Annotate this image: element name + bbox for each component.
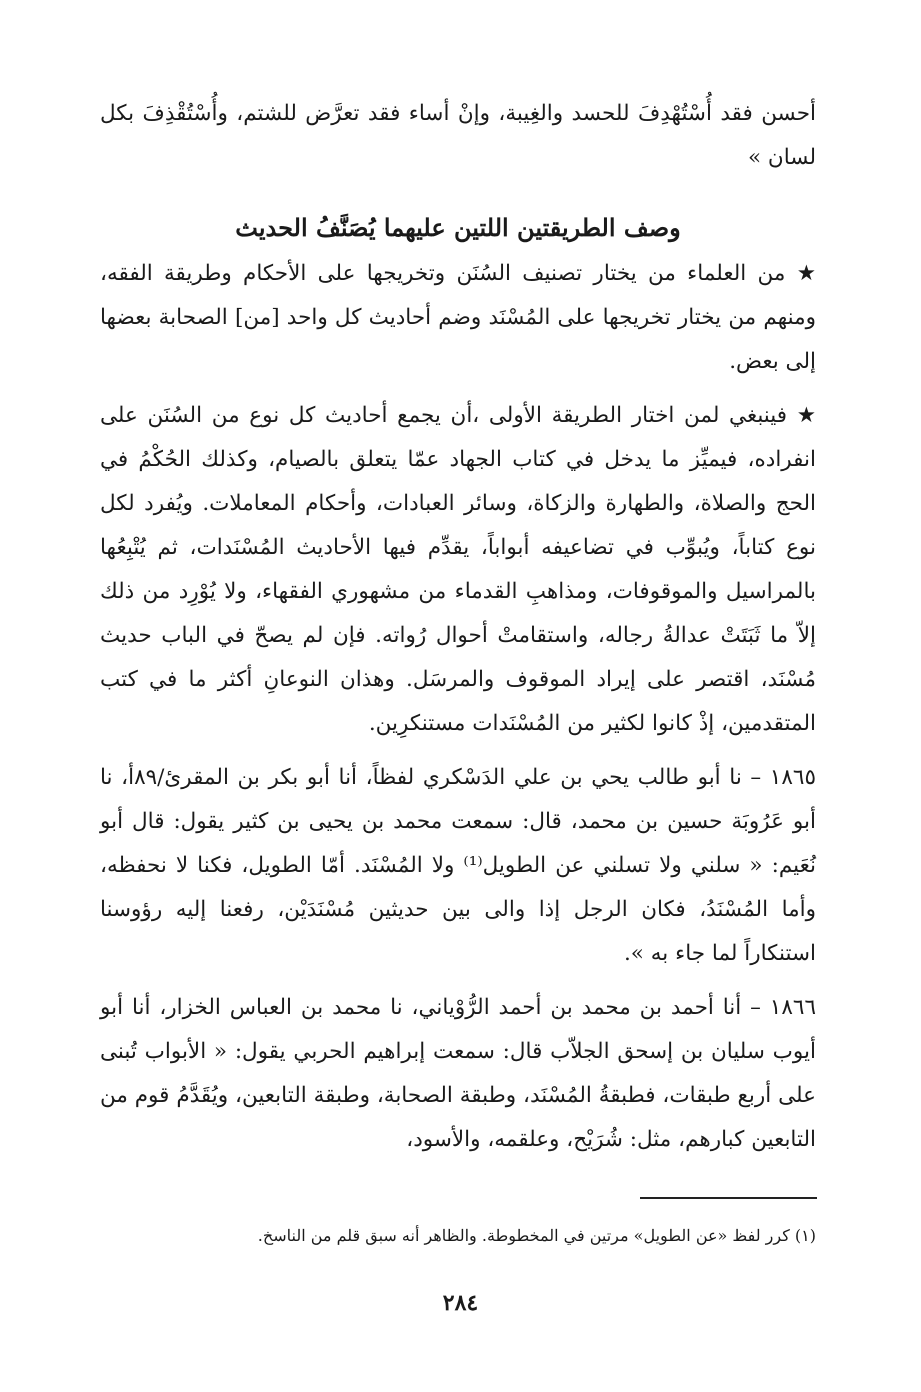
footnote: (١) كرر لفظ «عن الطويل» مرتين في المخطوطة. والظاهر أنه سبق قلم من الناسخ. [257, 1226, 816, 1245]
hadith-1865: ١٨٦٥ – نا أبو طالب يحي بن علي الدَسْكري لفظاً، أنا أبو بكر بن المقرئ/٨٩أ، نا أبو عَرُوبَة حسين بن محمد، قال: سمعت محمد بن يحيى بن كثير يقول: قال أبو نُعَيم: « سلني ولا تسلني عن الطويل⁽¹⁾ ولا المُسْنَد. أمّا الطويل، فكنا لا نحفظه، وأما المُسْنَدُ، فكان الرجل إذا والى بين حديثين مُسْنَدَيْن، رفعنا إليه رؤوسنا استنكاراً لما جاء به ». [100, 765, 816, 966]
footnote-divider [640, 1197, 817, 1199]
paragraph-1: ★ من العلماء من يختار تصنيف السُنَن وتخريجها على الأحكام وطريقة الفقه، ومنهم من يختار تخريجها على المُسْنَد وضم أحاديث كل واحد [من] الصحابة بعضها إلى بعض. [100, 261, 816, 374]
section-heading: وصف الطريقتين اللتين عليهما يُصَنَّفُ الحديث [235, 213, 681, 242]
hadith-1866: ١٨٦٦ – أنا أحمد بن محمد بن أحمد الرُّوْياني، نا محمد بن العباس الخزار، أنا أبو أيوب سليان بن إسحق الجلاّب قال: سمعت إبراهيم الحربي يقول: « الأبواب تُبنى على أربع طبقات، فطبقةُ المُسْنَد، وطبقة الصحابة، وطبقة التابعين، ويُقَدَّمُ قوم من التابعين كبارهم، مثل: شُرَيْح، وعلقمه، والأسود، [100, 995, 816, 1152]
intro-paragraph: أحسن فقد أُسْتُهْدِفَ للحسد والغِيبة، وإنْ أساء فقد تعرَّض للشتم، وأُسْتُقْذِفَ بكل لسان » [100, 101, 816, 170]
page-number: ٢٨٤ [442, 1290, 479, 1316]
page-body [100, 92, 816, 1172]
paragraph-2: ★ فينبغي لمن اختار الطريقة الأولى ،أن يجمع أحاديث كل نوع من السُنَن على انفراده، فيميِّز ما يدخل في كتاب الجهاد عمّا يتعلق بالصيام، وكذلك الحُكْمُ في الحج والصلاة، والطهارة والزكاة، وسائر العبادات، وأحكام المعاملات. ويُفرد لكل نوع كتاباً، ويُبوِّب في تضاعيفه أبواباً، يقدِّم فيها الأحاديث المُسْنَدات، ثم يُتْبِعُها بالمراسيل والموقوفات، ومذاهبِ القدماء من مشهوري الفقهاء، ولا يُوْرِد من ذلك إلاّ ما ثَبَتَتْ عدالةُ رجاله، واستقامتْ أحوال رُواته. فإن لم يصحّ في الباب حديث مُسْنَد، اقتصر على إيراد الموقوف والمرسَل. وهذان النوعانِ أكثر ما في كتب المتقدمين، إذْ كانوا لكثير من المُسْنَدات مستنكرِين. [100, 403, 816, 736]
